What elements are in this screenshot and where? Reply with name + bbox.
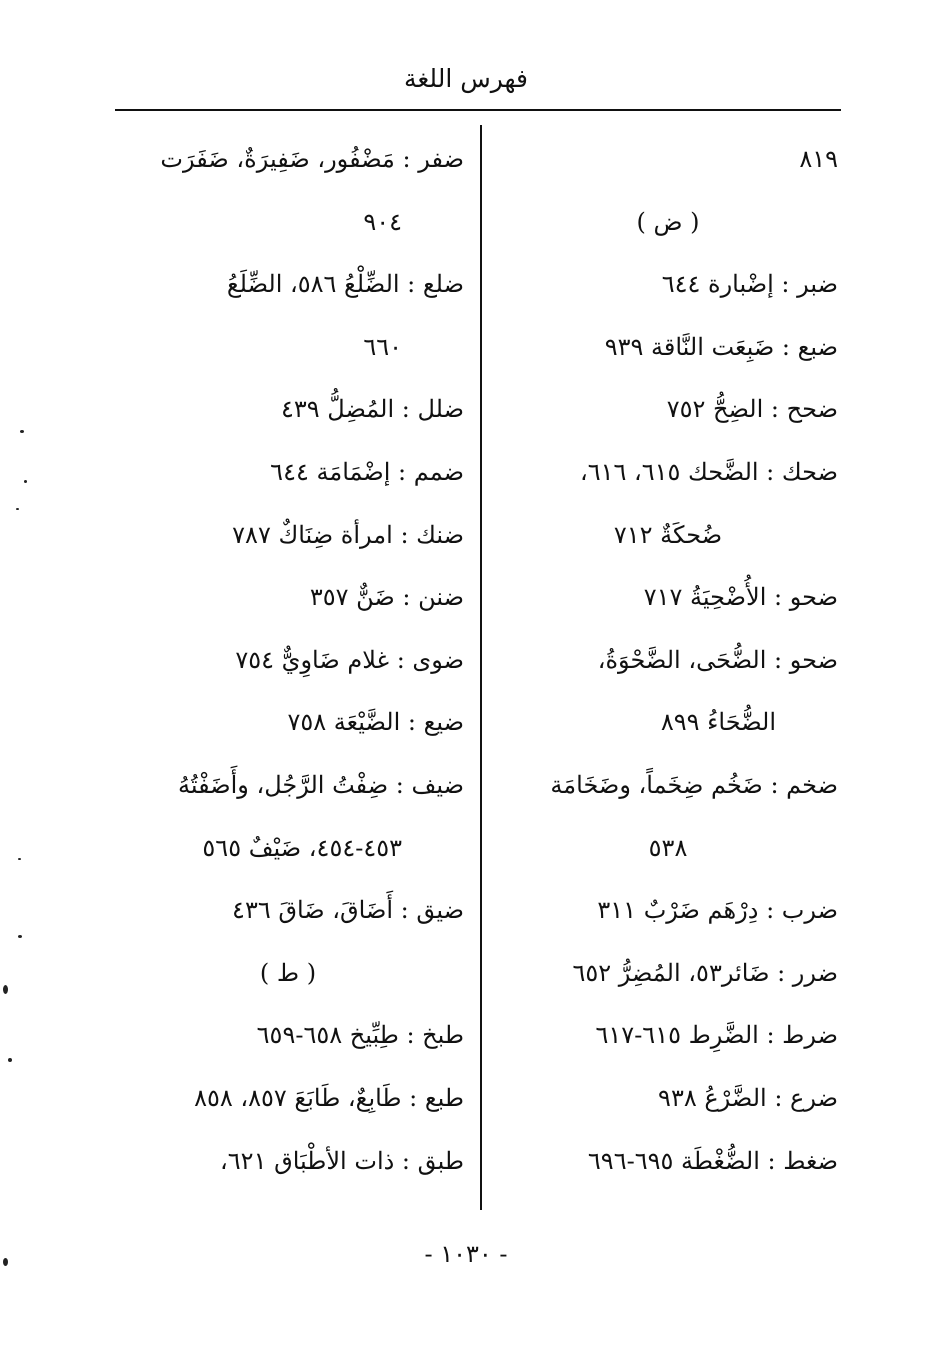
left-column-entry-line: ضيف : ضِفْتُ الرَّجُل، وأَضَفْتُهُ	[177, 770, 464, 799]
scan-speck	[8, 1058, 12, 1062]
column-divider	[480, 125, 482, 1210]
left-column-entry-line: ٤٥٣-٤٥٤، ضَيْفٌ ٥٦٥	[202, 833, 402, 862]
left-column-entry-line: ضنك : امرأة ضِنَاكٌ ٧٨٧	[232, 520, 464, 549]
left-column-entry-line: ضيع : الضَّيْعَة ٧٥٨	[287, 708, 464, 737]
right-column-entry-line: ضرع : الضَّرْعُ ٩٣٨	[658, 1083, 838, 1112]
right-column-entry-line: ضحو : الضُّحَى، الضَّحْوَةُ،	[597, 645, 838, 674]
right-column-entry-line: ضغط : الضُّغْطَة ٦٩٥-٦٩٦	[587, 1146, 838, 1175]
left-column-entry-line: ضلع : الضِّلْعُ ٥٨٦، الضِّلَعُ	[226, 270, 464, 299]
left-column-entry-line: طبق : ذات الأطْبَاق ٦٢١،	[220, 1146, 464, 1175]
right-column-entry-line: ضُحكَةٌ ٧١٢	[613, 520, 723, 549]
left-column-entry-line: ضنن : ضَنٌّ ٣٥٧	[309, 583, 464, 612]
right-column-entry-line: ضحو : الأُضْحِيَةُ ٧١٧	[643, 583, 838, 612]
right-column-entry-line: ضرب : دِرْهَم ضَرْبٌ ٣١١	[597, 896, 838, 925]
header-rule	[115, 109, 841, 111]
left-column-entry-line: ضفر : مَضْفُور، ضَفِيرَةٌ، ضَفَرَت	[160, 145, 464, 173]
left-column-entry-line: ضوى : غلام ضَاوِيٌّ ٧٥٤	[235, 645, 464, 674]
right-column-entry-line: ٥٣٨	[648, 833, 688, 862]
index-column-left	[112, 128, 464, 1208]
left-column-entry-line: ضمم : إضْمَامَة ٦٤٤	[270, 457, 464, 486]
index-column-right	[498, 128, 838, 1208]
right-column-entry-line: ضرر : ضَائر٥٣، المُضِرُّ ٦٥٢	[572, 958, 838, 987]
right-column-entry-line: ضبر : إضْبارة ٦٤٤	[661, 270, 838, 299]
scan-speck	[20, 430, 24, 433]
right-column-entry-line: ( ض )	[636, 207, 700, 236]
left-column-entry-line: طبخ : طِبِّيخ ٦٥٨-٦٥٩	[256, 1021, 464, 1050]
scan-speck	[16, 508, 19, 510]
right-column-entry-line: ضحك : الضَّحك ٦١٥، ٦١٦،	[579, 457, 838, 486]
right-column-entry-line: الضُّحَاءُ ٨٩٩	[660, 708, 776, 737]
left-column-entry-line: ضلل : المُضِلُّ ٤٣٩	[281, 395, 464, 424]
scan-speck	[3, 985, 8, 994]
page-header-title: فهرس اللغة	[403, 64, 529, 93]
left-column-entry-line: ٩٠٤	[363, 207, 402, 236]
left-column-entry-line: ٦٦٠	[363, 332, 402, 361]
left-column-entry-line: طبع : طَابِعٌ، طَابَعَ ٨٥٧، ٨٥٨	[194, 1083, 464, 1112]
scan-speck	[18, 935, 22, 938]
left-column-entry-line: ضيق : أَضَاقَ، ضَاقَ ٤٣٦	[232, 896, 464, 925]
page-number: - ١٠٣٠ -	[424, 1240, 508, 1268]
right-column-entry-line: ضحح : الضِحُّ ٧٥٢	[666, 395, 838, 424]
scan-speck	[3, 1258, 8, 1266]
scan-speck	[18, 858, 21, 860]
right-column-entry-line: ضرط : الضَّرِط ٦١٥-٦١٧	[595, 1021, 838, 1050]
right-column-entry-line: ضخم : ضَخُم ضِخَماً، وضَخَامَة	[550, 770, 838, 799]
right-column-entry-line: ضبع : ضَبِعَت النَّاقة ٩٣٩	[604, 332, 838, 361]
left-column-entry-line: ( ط )	[259, 958, 317, 987]
scan-speck	[24, 480, 27, 483]
right-column-entry-line: ٨١٩	[799, 145, 838, 173]
